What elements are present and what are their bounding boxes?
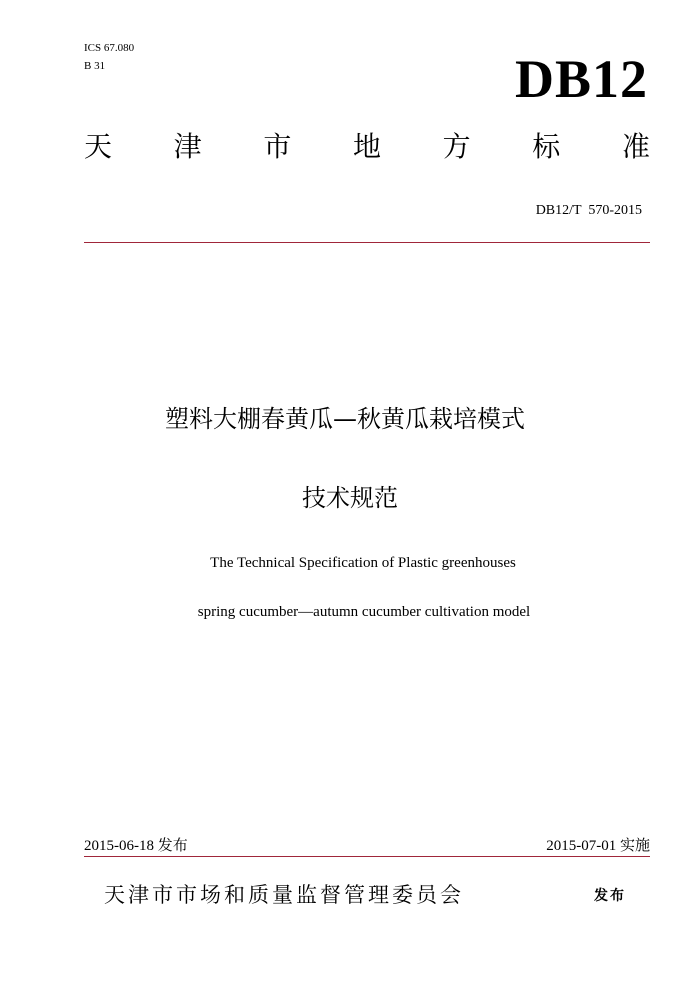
standard-type-char: 市 (263, 130, 292, 163)
issue-date: 2015-06-18 发布 (84, 838, 188, 854)
standard-type-char: 准 (621, 130, 650, 163)
standard-type-heading (84, 129, 650, 165)
ics-code: ICS 67.080 (84, 42, 135, 54)
standard-number: DB12/T 570-2015 (535, 203, 642, 218)
standard-type-char: 地 (352, 130, 381, 163)
title-chinese-line-2: 技术规范 (302, 484, 398, 512)
standard-type-char: 天 (84, 130, 113, 163)
title-english-line-1: The Technical Specification of Plastic greenhouses (210, 555, 516, 571)
header-divider (84, 242, 650, 243)
ccs-code: B 31 (84, 60, 106, 72)
standard-code-logo: DB12 (514, 49, 648, 109)
standard-type-char: 标 (532, 130, 561, 163)
footer-divider (84, 856, 650, 857)
standard-type-char: 方 (442, 130, 471, 163)
issued-label: 发布 (594, 888, 626, 904)
title-chinese-line-1: 塑料大棚春黄瓜—秋黄瓜栽培模式 (165, 405, 525, 433)
title-english-line-2: spring cucumber—autumn cucumber cultivation model (197, 604, 531, 620)
standard-type-char: 津 (173, 130, 202, 163)
issuing-authority: 天津市市场和质量监督管理委员会 (104, 883, 464, 907)
implementation-date: 2015-07-01 实施 (546, 838, 650, 854)
